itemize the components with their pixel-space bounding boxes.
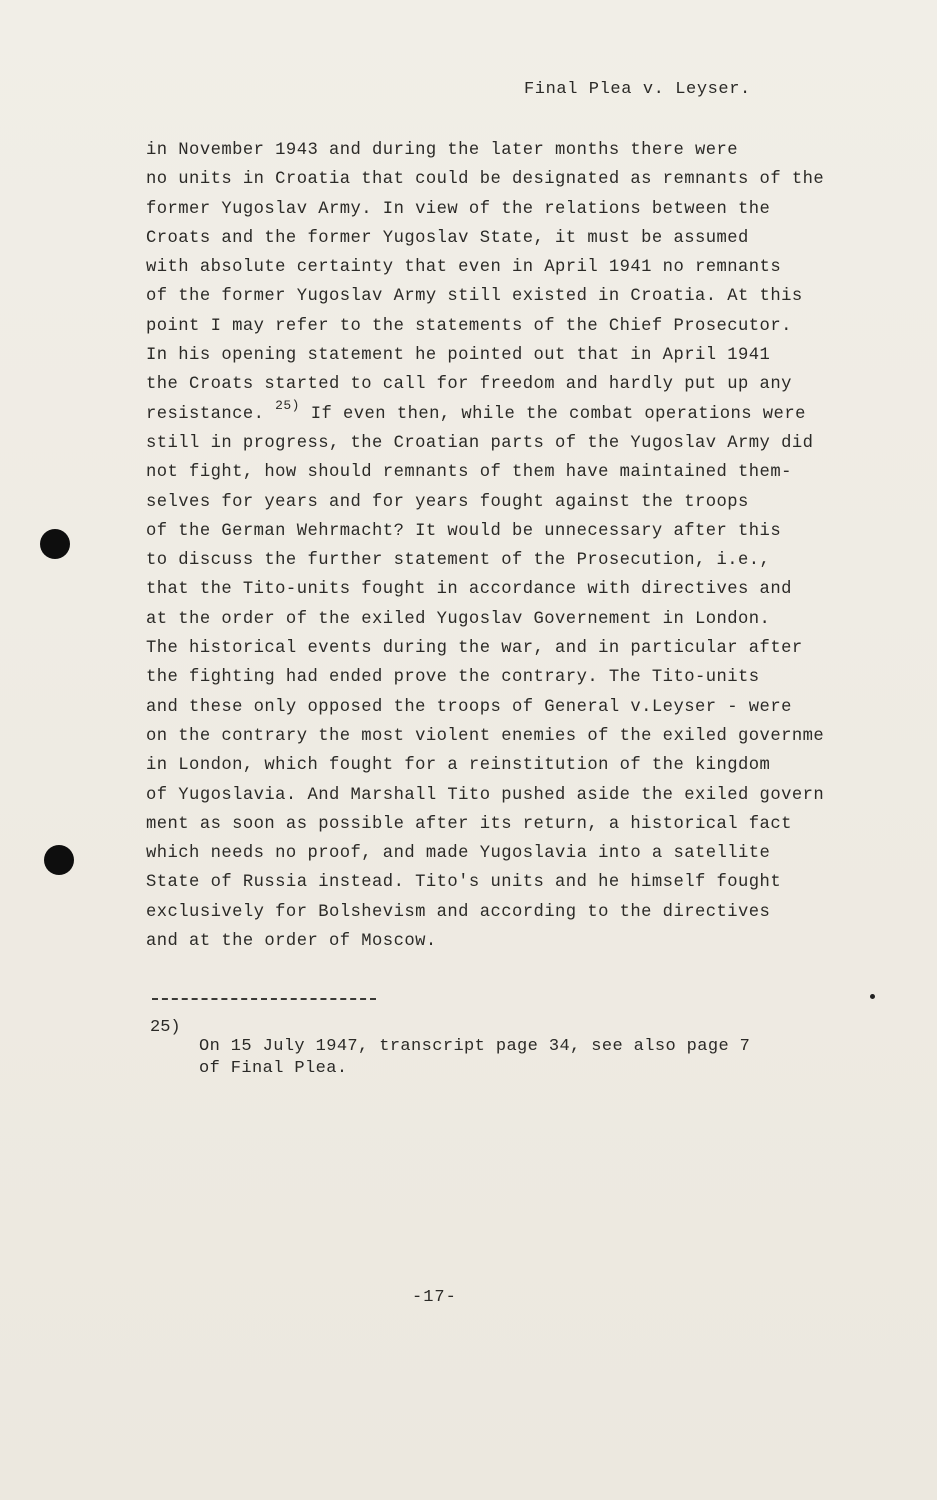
body-line: The historical events during the war, and in particular after xyxy=(146,639,803,659)
body-line: point I may refer to the statements of the Chief Prosecutor. xyxy=(146,316,792,336)
body-line: no units in Croatia that could be designated as remnants of the xyxy=(146,170,825,190)
body-line: and these only opposed the troops of General v.Leyser - were xyxy=(146,697,792,717)
body-line: that the Tito-units fought in accordance with directives and xyxy=(146,580,792,600)
footnote-line: of Final Plea. xyxy=(199,1059,348,1078)
body-line: of the German Wehrmacht? It would be unnecessary after this xyxy=(146,521,782,541)
body-line: of the former Yugoslav Army still existed in Croatia. At this xyxy=(146,287,803,307)
footnote-text xyxy=(199,1036,750,1080)
body-line: Croats and the former Yugoslav State, it must be assumed xyxy=(146,228,749,248)
body-line: of Yugoslavia. And Marshall Tito pushed aside the exiled govern xyxy=(146,785,825,805)
punch-hole xyxy=(44,845,74,875)
body-line: at the order of the exiled Yugoslav Governement in London. xyxy=(146,609,771,629)
body-line: which needs no proof, and made Yugoslavia into a satellite xyxy=(146,844,771,864)
page-number: -17- xyxy=(412,1288,457,1307)
line-segment: If even then, while the combat operations were xyxy=(299,404,806,424)
body-line: to discuss the further statement of the Prosecution, i.e., xyxy=(146,551,771,571)
body-line: in November 1943 and during the later months there were xyxy=(146,141,739,160)
body-line: with absolute certainty that even in April 1941 no remnants xyxy=(146,258,782,278)
body-text xyxy=(146,136,906,956)
body-line: the fighting had ended prove the contrary. The Tito-units xyxy=(146,668,760,688)
body-line: the Croats started to call for freedom and hardly put up any xyxy=(146,375,792,395)
footnote-reference: 25) xyxy=(275,397,300,413)
body-line: and at the order of Moscow. xyxy=(146,932,437,952)
line-segment: resistance. xyxy=(146,404,276,424)
footnote-divider xyxy=(152,998,376,1000)
body-line: not fight, how should remnants of them have maintained them- xyxy=(146,463,792,483)
footnote-line: On 15 July 1947, transcript page 34, see also page 7 xyxy=(199,1037,751,1056)
body-line: former Yugoslav Army. In view of the relations between the xyxy=(146,199,771,219)
running-header: Final Plea v. Leyser. xyxy=(524,80,751,99)
footnote-number: 25) xyxy=(150,1018,181,1037)
body-line: exclusively for Bolshevism and according to the directives xyxy=(146,902,771,922)
ink-speck xyxy=(870,994,875,999)
punch-hole xyxy=(40,529,70,559)
body-line: State of Russia instead. Tito's units and he himself fought xyxy=(146,873,782,893)
body-line: still in progress, the Croatian parts of the Yugoslav Army did xyxy=(146,433,814,453)
body-line: on the contrary the most violent enemies of the exiled governme xyxy=(146,726,825,746)
body-line: ment as soon as possible after its return, a historical fact xyxy=(146,814,792,834)
body-line: selves for years and for years fought against the troops xyxy=(146,492,749,512)
body-line: In his opening statement he pointed out that in April 1941 xyxy=(146,346,771,366)
body-line-with-footnote-ref xyxy=(146,397,906,429)
body-line: in London, which fought for a reinstitution of the kingdom xyxy=(146,756,771,776)
